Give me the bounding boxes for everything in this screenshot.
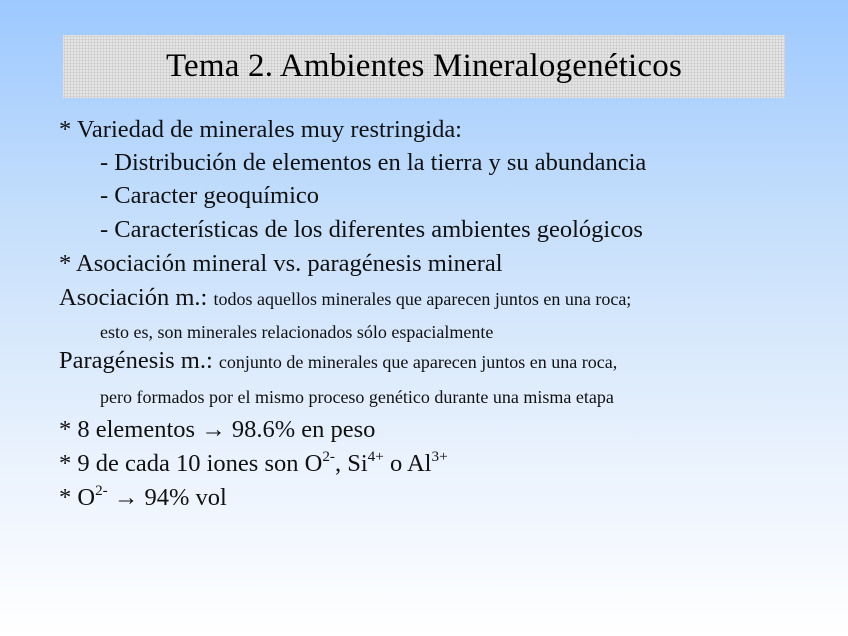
oxigeno-charge: 2- xyxy=(95,482,108,500)
asociacion-def-line1: todos aquellos minerales que aparecen juntos en una roca; xyxy=(213,289,632,309)
silicon-charge: 4+ xyxy=(367,448,384,466)
aluminum-charge: 3+ xyxy=(431,448,448,466)
asociacion-def-line2: esto es, son minerales relacionados sólo espacialmente xyxy=(100,322,494,342)
slide-title: Tema 2. Ambientes Mineralogenéticos xyxy=(165,48,683,84)
asociacion-definition xyxy=(59,284,631,313)
bullet-iones xyxy=(59,450,448,478)
oxigeno-prefix: * O xyxy=(59,484,96,511)
iones-sep-al: o Al xyxy=(383,450,432,477)
paragenesis-def-line1: conjunto de minerales que aparecen juntos en una roca, xyxy=(218,352,618,372)
oxygen-charge: 2- xyxy=(322,448,335,466)
sub-bullet-distribucion: - Distribución de elementos en la tierra y su abundancia xyxy=(100,149,647,176)
asociacion-term: Asociación m.: xyxy=(59,284,208,311)
sub-bullet-geoquimico: - Caracter geoquímico xyxy=(100,182,320,209)
bullet-elementos: * 8 elementos → 98.6% en peso xyxy=(59,416,376,443)
sub-bullet-ambientes: - Características de los diferentes ambientes geológicos xyxy=(100,216,643,243)
bullet-oxigeno xyxy=(59,484,227,512)
paragenesis-definition xyxy=(59,347,617,376)
iones-prefix: * 9 de cada 10 iones son O xyxy=(59,450,323,477)
paragenesis-term: Paragénesis m.: xyxy=(59,347,213,374)
bullet-asociacion-vs-paragenesis: * Asociación mineral vs. paragénesis mineral xyxy=(59,250,503,277)
bullet-variedad: * Variedad de minerales muy restringida: xyxy=(59,116,462,143)
title-box xyxy=(63,35,785,98)
iones-sep-si: , Si xyxy=(334,450,368,477)
oxigeno-suffix: → 94% vol xyxy=(107,484,227,511)
paragenesis-def-line2: pero formados por el mismo proceso genético durante una misma etapa xyxy=(100,387,614,407)
